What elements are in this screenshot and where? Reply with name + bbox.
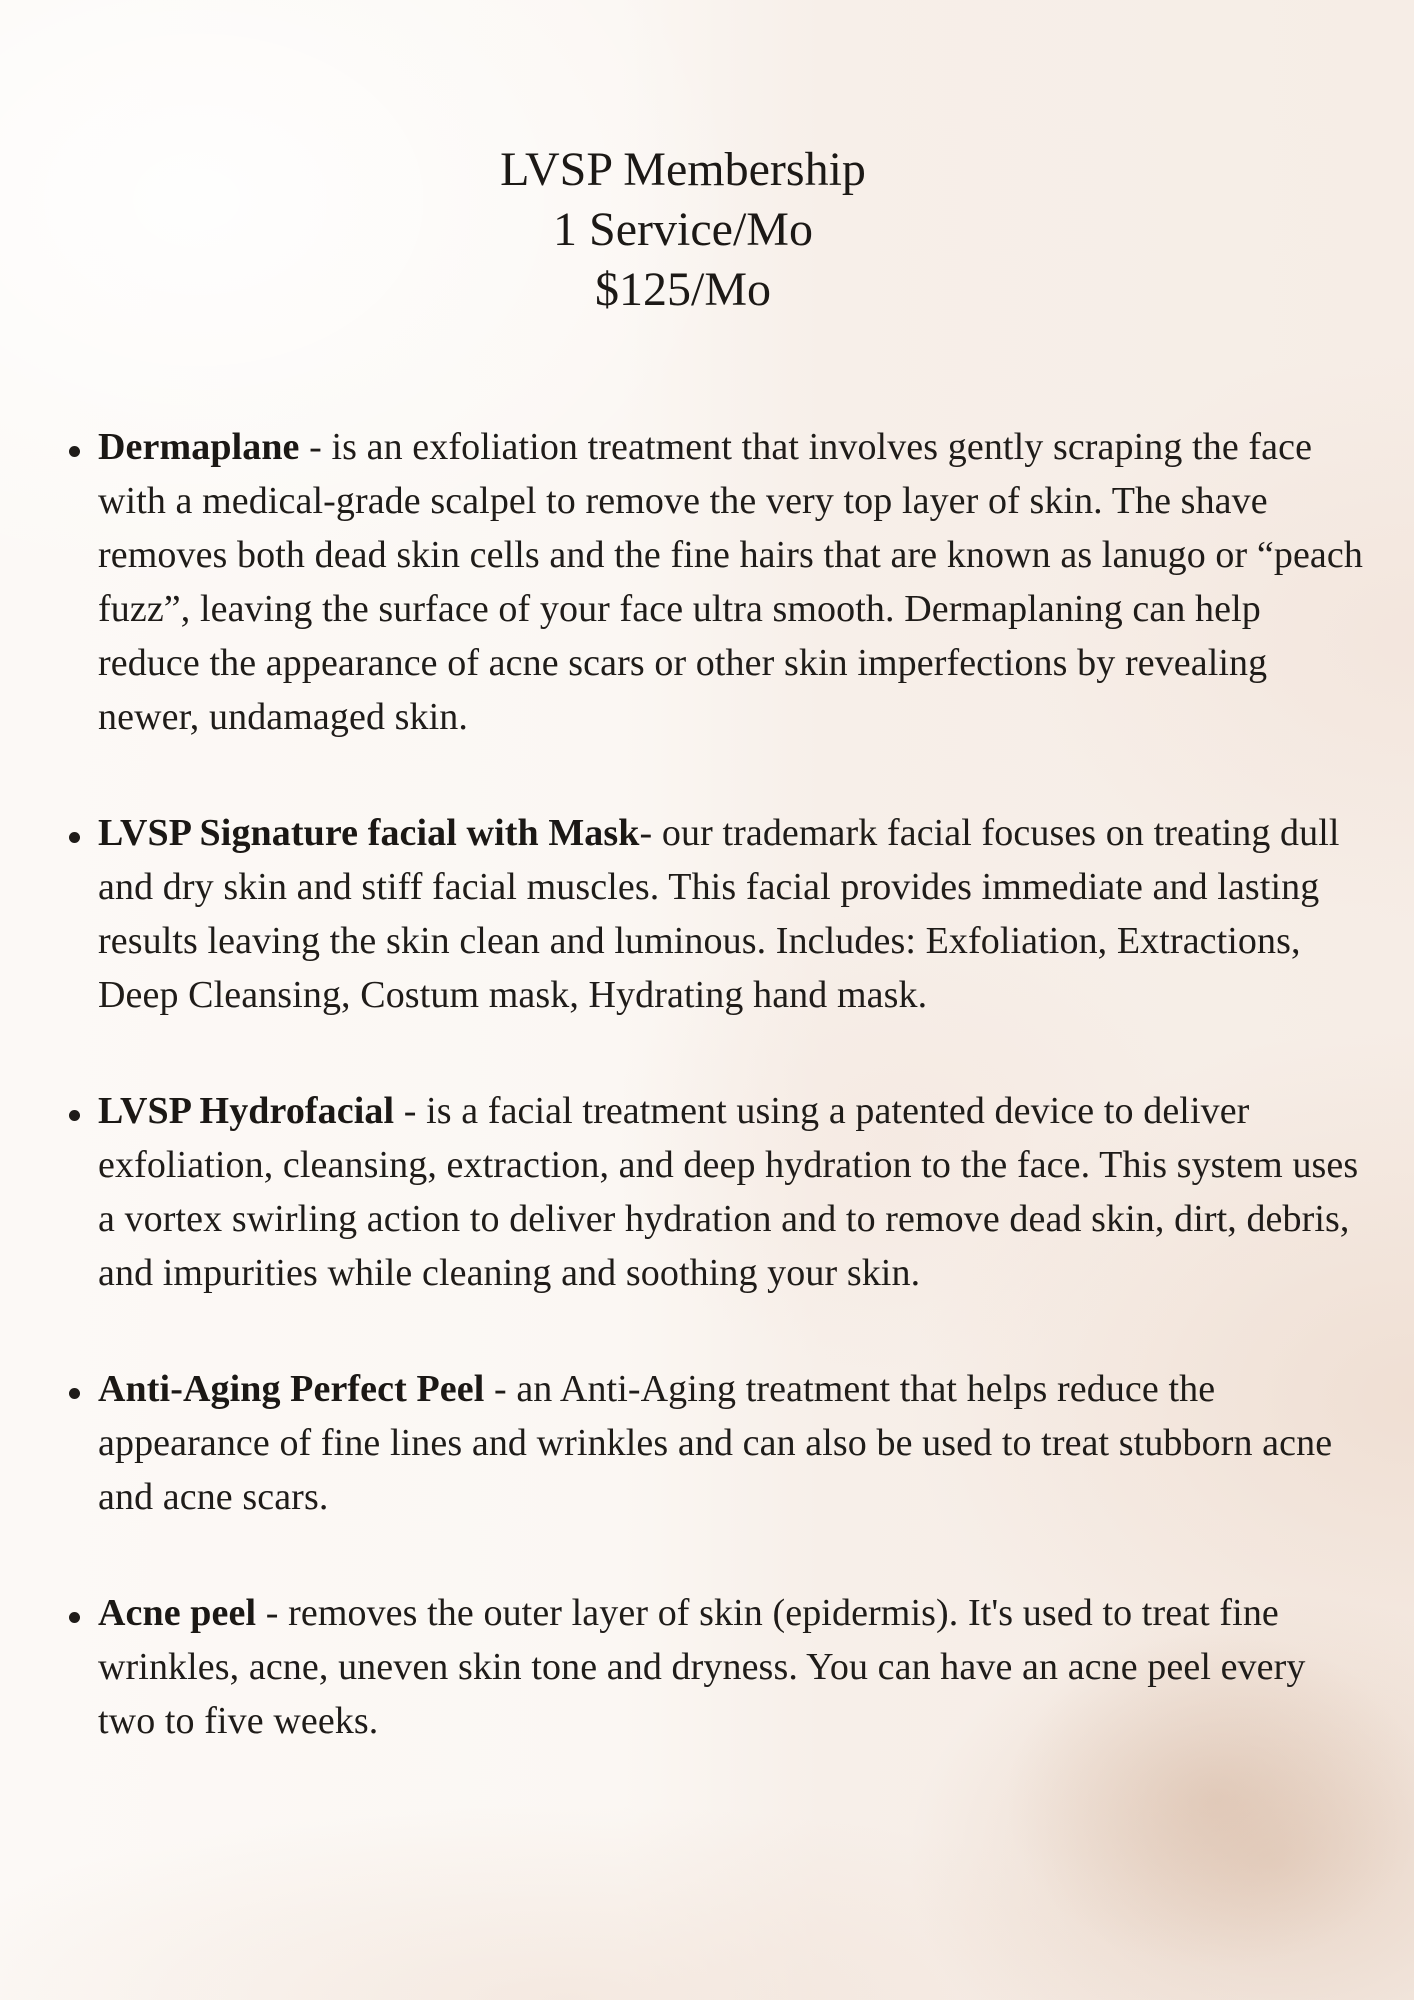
service-dash: - [299,426,332,468]
service-description: our trademark facial focuses on treating dull and dry skin and stiff facial muscles. This facial provides immediate and lasting results leaving the skin clean and luminous. Includes: Exfoliation, Extractions, Deep Cleansing, Costum mask, Hydrating hand mask. [98,812,1340,1016]
service-name: LVSP Hydrofacial [98,1090,395,1132]
bullet-icon [69,832,80,843]
service-dash: - [639,812,662,854]
service-item-hydrofacial [60,1084,1368,1300]
page-title: LVSP Membership [500,143,866,196]
service-description: removes the outer layer of skin (epidermis). It's used to treat fine wrinkles, acne, uneven skin tone and dryness. You can have an acne peel every two to five weeks. [98,1592,1306,1742]
service-description: is an exfoliation treatment that involves gently scraping the face with a medical-grade scalpel to remove the very top layer of skin. The shave removes both dead skin cells and the fine hairs that are known as lanugo or “peach fuzz”, leaving the surface of your face ultra smooth. Dermaplaning can help reduce the appearance of acne scars or other skin imperfections by revealing newer, undamaged skin. [98,426,1363,738]
service-description: an Anti-Aging treatment that helps reduce the appearance of fine lines and wrinkles and can also be used to treat stubborn acne and acne scars. [98,1368,1333,1518]
service-dash: - [484,1368,517,1410]
service-description: is a facial treatment using a patented device to deliver exfoliation, cleansing, extraction, and deep hydration to the face. This system uses a vortex swirling action to deliver hydration and to remove dead skin, dirt, debris, and impurities while cleaning and soothing your skin. [98,1090,1359,1294]
service-item-signature-facial [60,806,1368,1022]
bullet-icon [69,1388,80,1399]
service-name: LVSP Signature facial with Mask [98,812,640,854]
service-dash: - [256,1592,289,1634]
plan-price: $125/Mo [594,263,771,316]
flyer-content [60,0,1368,1748]
services-list [60,420,1368,1748]
bullet-icon [69,1110,80,1121]
header [60,0,1306,320]
plan-frequency: 1 Service/Mo [553,203,813,256]
service-name: Anti-Aging Perfect Peel [98,1368,485,1410]
service-name: Acne peel [98,1592,257,1634]
service-name: Dermaplane [98,426,300,468]
bullet-icon [69,1612,80,1623]
service-item-dermaplane [60,420,1368,744]
service-item-anti-aging-peel [60,1362,1368,1524]
service-dash: - [394,1090,427,1132]
bullet-icon [69,446,80,457]
service-item-acne-peel [60,1586,1368,1748]
